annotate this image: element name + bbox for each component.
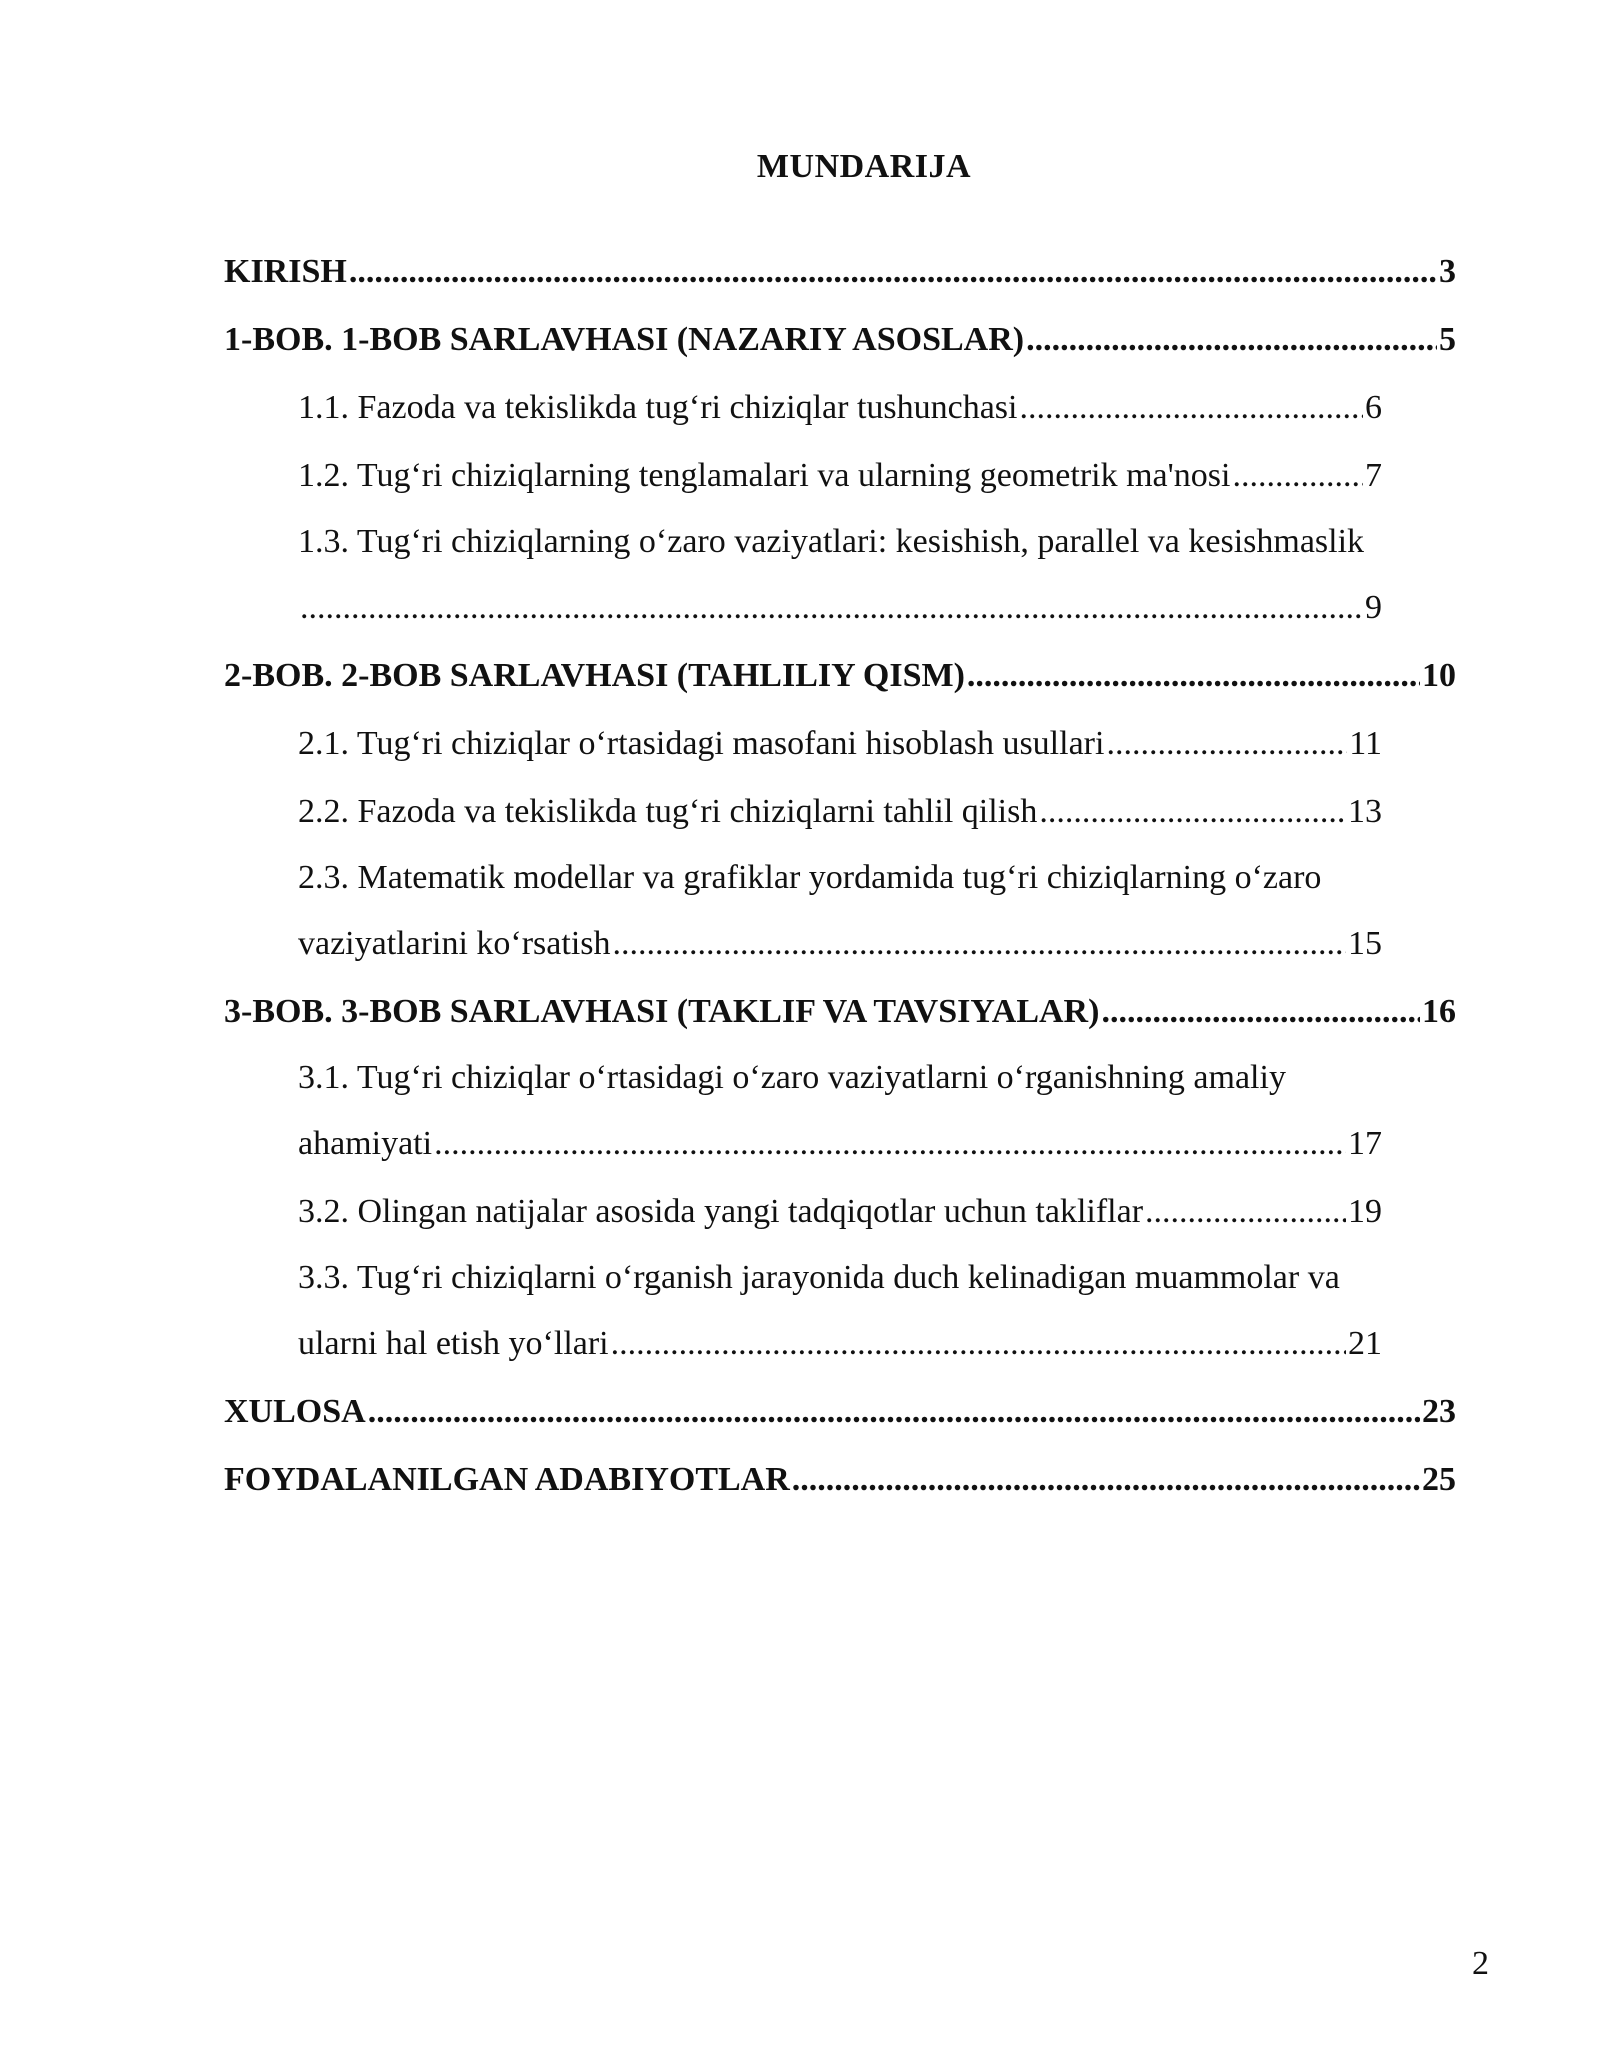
toc-entry-label-line1: 3.1. Tug‘ri chiziqlar o‘rtasidagi o‘zaro vaziyatlarni o‘rganishning amaliy — [298, 1059, 1286, 1096]
toc-entry-page: 15 — [1348, 925, 1382, 962]
dot-leader — [1101, 978, 1420, 1046]
dot-leader — [1019, 374, 1363, 442]
toc-entry-page: 13 — [1348, 793, 1382, 830]
toc-entry-page: 10 — [1422, 657, 1456, 694]
toc-entry-label: 3.2. Olingan natijalar asosida yangi tadqiqotlar uchun takliflar — [298, 1193, 1144, 1230]
dot-leader — [434, 1110, 1346, 1178]
toc-entry-label-line2: ularni hal etish yo‘llari — [298, 1325, 609, 1362]
toc-entry-chapter-1[interactable] — [224, 306, 1456, 374]
toc-entry-label: 3-BOB. 3-BOB SARLAVHASI (TAKLIF VA TAVSIYALAR) — [224, 993, 1100, 1030]
toc-entry-section-3-1[interactable] — [224, 1046, 1382, 1178]
dot-leader — [1232, 442, 1363, 510]
toc-entry-page: 16 — [1422, 993, 1456, 1030]
toc-entry-label: 1.2. Tug‘ri chiziqlarning tenglamalari va ularning geometrik ma'nosi — [298, 457, 1231, 494]
toc-entry-section-3-3[interactable] — [224, 1246, 1382, 1378]
toc-entry-page: 7 — [1365, 457, 1382, 494]
toc-entry-label: 1.1. Fazoda va tekislikda tug‘ri chiziqlar tushunchasi — [298, 389, 1018, 426]
dot-leader — [300, 574, 1363, 642]
toc-entry-section-2-3[interactable] — [224, 846, 1382, 978]
toc-entry-chapter-3[interactable] — [224, 978, 1456, 1046]
toc-entry-conclusion[interactable] — [224, 1378, 1456, 1446]
dot-leader — [611, 1310, 1346, 1378]
dot-leader — [792, 1446, 1420, 1514]
dot-leader — [1039, 778, 1346, 846]
toc-entry-page: 5 — [1439, 321, 1456, 358]
toc-entry-chapter-2[interactable] — [224, 642, 1456, 710]
toc-entry-page: 11 — [1349, 725, 1382, 762]
dot-leader — [368, 1378, 1420, 1446]
table-of-contents — [224, 238, 1456, 1514]
toc-entry-label-line2: ahamiyati — [298, 1125, 433, 1162]
dot-leader — [967, 642, 1420, 710]
toc-entry-page: 9 — [1365, 589, 1382, 626]
toc-entry-label-line1: 1.3. Tug‘ri chiziqlarning o‘zaro vaziyatlari: kesishish, parallel va kesishmaslik — [298, 523, 1365, 560]
toc-entry-section-1-1[interactable] — [224, 374, 1382, 442]
toc-entry-page: 19 — [1348, 1193, 1382, 1230]
toc-entry-label-line1: 3.3. Tug‘ri chiziqlarni o‘rganish jarayonida duch kelinadigan muammolar va — [298, 1259, 1340, 1296]
toc-entry-section-2-2[interactable] — [224, 778, 1382, 846]
toc-entry-references[interactable] — [224, 1446, 1456, 1514]
toc-entry-label-line1: 2.3. Matematik modellar va grafiklar yordamida tug‘ri chiziqlarning o‘zaro — [298, 859, 1322, 896]
toc-entry-label-line2: vaziyatlarini ko‘rsatish — [298, 925, 611, 962]
toc-entry-label: 2.1. Tug‘ri chiziqlar o‘rtasidagi masofani hisoblash usullari — [298, 725, 1105, 762]
toc-entry-section-2-1[interactable] — [224, 710, 1382, 778]
toc-entry-page: 21 — [1348, 1325, 1382, 1362]
toc-entry-page: 23 — [1422, 1393, 1456, 1430]
toc-entry-page: 17 — [1348, 1125, 1382, 1162]
toc-entry-label: FOYDALANILGAN ADABIYOTLAR — [224, 1461, 790, 1498]
page-title: MUNDARIJA — [756, 148, 972, 185]
dot-leader — [613, 910, 1346, 978]
dot-leader — [1026, 306, 1437, 374]
dot-leader — [1145, 1178, 1346, 1246]
toc-entry-section-1-3[interactable] — [224, 510, 1456, 642]
toc-entry-section-1-2[interactable] — [224, 442, 1382, 510]
toc-entry-label: 2-BOB. 2-BOB SARLAVHASI (TAHLILIY QISM) — [224, 657, 965, 694]
toc-entry-label: 2.2. Fazoda va tekislikda tug‘ri chiziqlarni tahlil qilish — [298, 793, 1038, 830]
toc-entry-label: KIRISH — [224, 253, 347, 290]
toc-entry-page: 3 — [1439, 253, 1456, 290]
toc-entry-label: 1-BOB. 1-BOB SARLAVHASI (NAZARIY ASOSLAR) — [224, 321, 1025, 358]
toc-entry-label: XULOSA — [224, 1393, 366, 1430]
dot-leader — [1106, 710, 1347, 778]
toc-entry-page: 25 — [1422, 1461, 1456, 1498]
toc-entry-section-3-2[interactable] — [224, 1178, 1382, 1246]
toc-entry-page: 6 — [1365, 389, 1382, 426]
page-number: 2 — [1472, 1945, 1489, 1982]
toc-entry-introduction[interactable] — [224, 238, 1456, 306]
dot-leader — [349, 238, 1437, 306]
